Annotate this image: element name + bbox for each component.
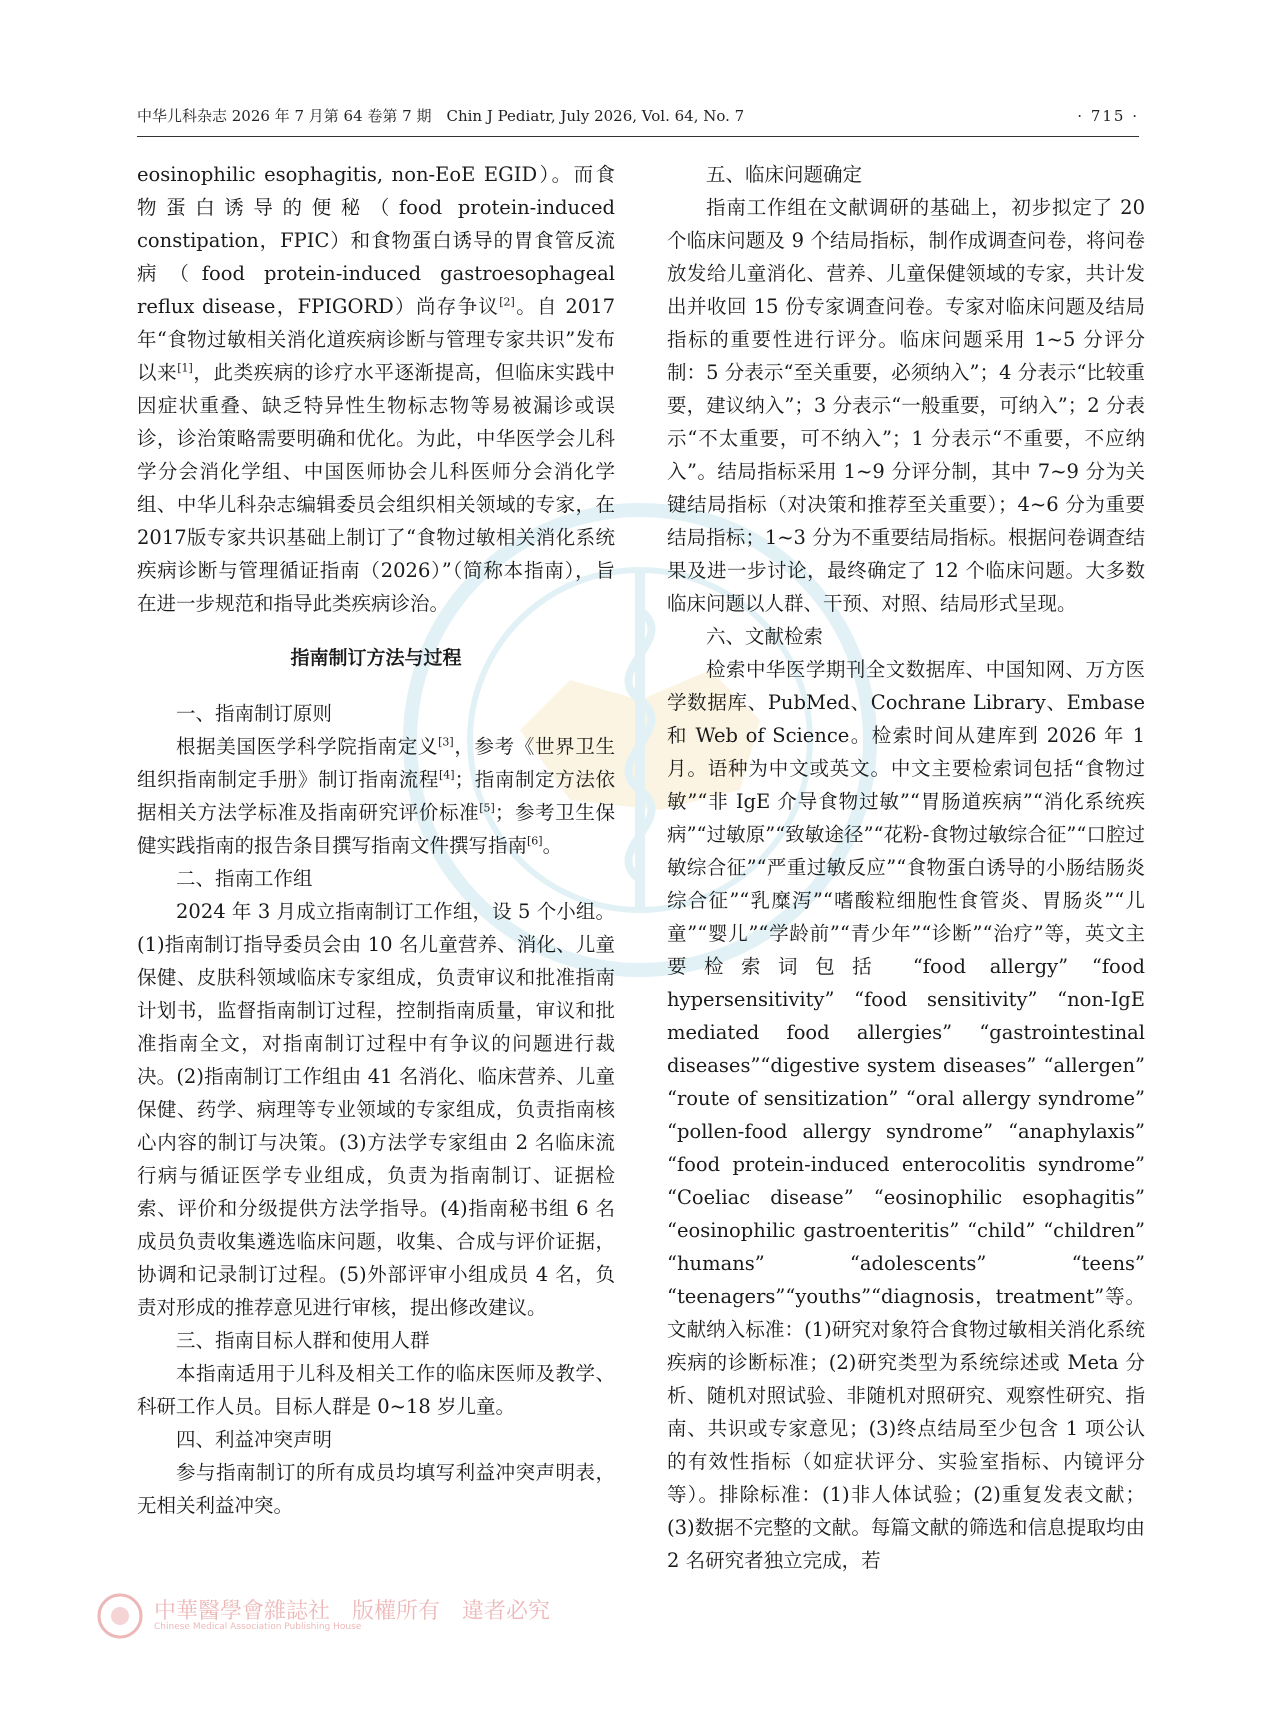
body-paragraph: 本指南适用于儿科及相关工作的临床医师及教学、科研工作人员。目标人群是 0~18 岁儿童。 [137,1362,615,1418]
running-header [137,104,1139,128]
right-column [667,158,1145,1577]
publisher-watermark [96,1592,556,1642]
publisher-seal-icon [96,1592,144,1640]
subsection-heading: 四、利益冲突声明 [176,1428,333,1451]
publisher-name: 中華醫學會雜誌社 版權所有 違者必究 [154,1599,551,1624]
left-column [137,158,615,1522]
body-paragraph: 检索中华医学期刊全文数据库、中国知网、万方医学数据库、PubMed、Cochrane Library、Embase 和 Web of Science。检索时间从建库到 2026 年 1 月。语种为中文或英文。中文主要检索词包括“食物过敏”“非 IgE 介导食物过敏”“胃肠道疾病”“消化系统疾病”“过敏原”“致敏途径”“花粉-食物过敏综合征”“口腔过敏综合征”“严重过敏反应”“食物蛋白诱导的小肠结肠炎综合征”“乳糜泻”“嗜酸粒细胞性食管炎、胃肠炎”“儿童”“婴儿”“学龄前”“青少年”“诊断”“治疗”等，英文主要检索词包括 “food allergy” “food hypersensitivity” “food sensitivity” “non-IgE mediated food allergies” “gastrointestinal diseases”“digestive system diseases” “allergen” “route of sensitization” “oral allergy syndrome” “pollen-food allergy syndrome” “anaphylaxis” “food protein-induced enterocolitis syndrome” “Coeliac disease” “eosinophilic esophagitis” “eosinophilic gastroenteritis” “child” “children” “humans” “adolescents” “teens” “teenagers”“youths”“diagnosis，treatment”等。文献纳入标准：(1)研究对象符合食物过敏相关消化系统疾病的诊断标准；(2)研究类型为系统综述或 Meta 分析、随机对照试验、非随机对照研究、观察性研究、指南、共识或专家意见；(3)终点结局至少包含 1 项公认的有效性指标（如症状评分、实验室指标、内镜评分等）。排除标准：(1)非人体试验；(2)重复发表文献；(3)数据不完整的文献。每篇文献的筛选和信息提取均由 2 名研究者独立完成，若 [667,658,1145,1572]
intro-paragraph: eosinophilic esophagitis, non-EoE EGID）。而食物蛋白诱导的便秘（food protein-induced constipation，FPIC）和食物蛋白诱导的胃食管反流病（food protein-induced gastroesophageal reflux disease，FPIGORD）尚存争议[2]。自 2017 年“食物过敏相关消化道疾病诊断与管理专家共识”发布以来[1]，此类疾病的诊疗水平逐渐提高，但临床实践中因症状重叠、缺乏特异性生物标志物等易被漏诊或误诊，诊治策略需要明确和优化。为此，中华医学会儿科学分会消化学组、中国医师协会儿科医师分会消化学组、中华儿科杂志编辑委员会组织相关领域的专家，在2017版专家共识基础上制订了“食物过敏相关消化系统疾病诊断与管理循证指南（2026）”（简称本指南），旨在进一步规范和指导此类疾病诊治。 [137,163,616,615]
journal-citation: 中华儿科杂志 2026 年 7 月第 64 卷第 7 期 Chin J Pediatr, July 2026, Vol. 64, No. 7 [137,107,745,125]
subsection-heading: 五、临床问题确定 [706,163,863,186]
section-heading: 指南制订方法与过程 [290,647,462,669]
body-paragraph: 2024 年 3 月成立指南制订工作组，设 5 个小组。(1)指南制订指导委员会由 10 名儿童营养、消化、儿童保健、皮肤科领域临床专家组成，负责审议和批准指南计划书，监督指南制订过程，控制指南质量，审议和批准指南全文，对指南制订过程中有争议的问题进行裁决。(2)指南制订工作组由 41 名消化、临床营养、儿童保健、药学、病理等专业领域的专家组成，负责指南核心内容的制订与决策。(3)方法学专家组由 2 名临床流行病与循证医学专业组成，负责为指南制订、证据检索、评价和分级提供方法学指导。(4)指南秘书组 6 名成员负责收集遴选临床问题，收集、合成与评价证据，协调和记录制订过程。(5)外部评审小组成员 4 名，负责对形成的推荐意见进行审核，提出修改建议。 [137,900,615,1319]
subsection-heading: 一、指南制订原则 [176,702,333,725]
header-divider [137,136,1139,137]
publisher-name-en: Chinese Medical Association Publishing House [154,1622,362,1632]
subsection-heading: 六、文献检索 [706,625,824,648]
page-number: · 715 · [1077,107,1139,125]
body-paragraph: 指南工作组在文献调研的基础上，初步拟定了 20 个临床问题及 9 个结局指标，制作成调查问卷，将问卷放发给儿童消化、营养、儿童保健领域的专家，共计发出并收回 15 份专家调查问卷。专家对临床问题及结局指标的重要性进行评分。临床问题采用 1~5 分评分制：5 分表示“至关重要，必须纳入”；4 分表示“比较重要，建议纳入”；3 分表示“一般重要，可纳入”；2 分表示“不太重要，可不纳入”；1 分表示“不重要，不应纳入”。结局指标采用 1~9 分评分制，其中 7~9 分为关键结局指标（对决策和推荐至关重要）；4~6 分为重要结局指标；1~3 分为不重要结局指标。根据问卷调查结果及进一步讨论，最终确定了 12 个临床问题。大多数临床问题以人群、干预、对照、结局形式呈现。 [667,196,1145,615]
subsection-heading: 二、指南工作组 [176,867,313,890]
body-paragraph: 根据美国医学科学院指南定义[3]，参考《世界卫生组织指南制定手册》制订指南流程[4]；指南制定方法依据相关方法学标准及指南研究评价标准[5]；参考卫生保健实践指南的报告条目撰写指南文件撰写指南[6]。 [137,735,615,857]
body-paragraph: 参与指南制订的所有成员均填写利益冲突声明表，无相关利益冲突。 [137,1461,615,1517]
subsection-heading: 三、指南目标人群和使用人群 [176,1329,430,1352]
